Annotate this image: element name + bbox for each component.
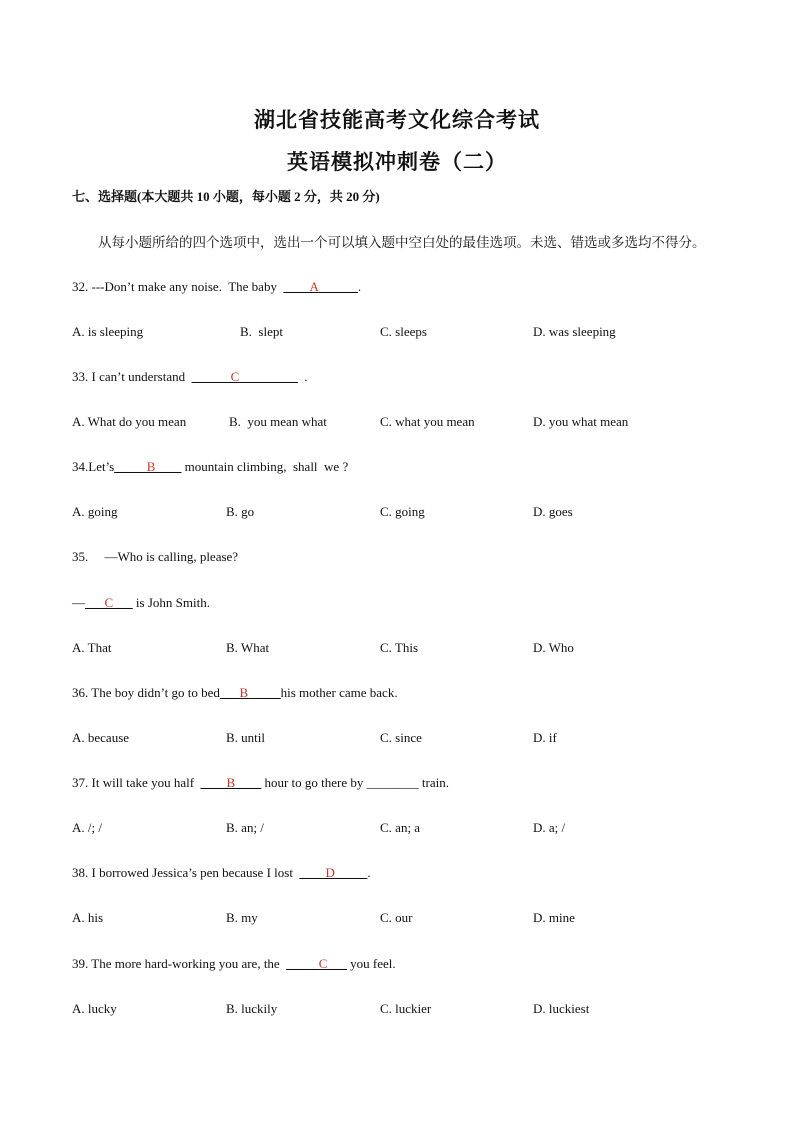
option-c: C. This (380, 640, 419, 655)
option-a: A. his (72, 910, 104, 925)
question-stem: 32. ---Don’t make any noise. The baby (72, 279, 284, 294)
question-stem: 37. It will take you half (72, 775, 201, 790)
option-c: C. going (380, 504, 425, 519)
option-d: D. was sleeping (533, 324, 616, 339)
question-stem: 36. The boy didn’t go to bed (72, 685, 220, 700)
exam-subtitle: 英语模拟冲刺卷（二） (287, 150, 507, 174)
option-c: C. sleeps (380, 324, 427, 339)
question-35 (72, 548, 238, 566)
option-b: B. you mean what (229, 414, 327, 429)
option-d: D. if (533, 730, 557, 745)
question-35-reply: —___C___ is John Smith. (72, 595, 210, 610)
option-b: B. luckily (226, 1001, 278, 1016)
answer-blank: ___B_____ (219, 685, 281, 700)
question-stem: 39. The more hard-working you are, the (72, 956, 287, 971)
answer-blank: ____D_____ (299, 865, 368, 880)
answer-letter: B (239, 685, 249, 700)
option-d: D. goes (533, 504, 573, 519)
question-33: 33. I can’t understand ______C_________ . (72, 369, 308, 384)
answer-blank: ____A______ (283, 279, 358, 294)
question-34: 34.Let’s_____B____ mountain climbing, shall we ? (72, 459, 349, 474)
option-b: B. until (226, 730, 266, 745)
option-d: D. Who (533, 640, 574, 655)
answer-letter: D (325, 865, 335, 880)
option-c: C. our (380, 910, 413, 925)
question-stem: 38. I borrowed Jessica’s pen because I lost (72, 865, 300, 880)
option-b: B. slept (240, 324, 283, 339)
option-a: A. going (72, 504, 118, 519)
question-stem: 35. —Who is calling, please? (72, 549, 239, 564)
section-heading: 七、选择题(本大题共 10 小题，每小题 2 分，共 20 分) (72, 189, 380, 204)
question-stem: 34.Let’s (72, 459, 115, 474)
answer-letter: C (104, 595, 114, 610)
answer-blank: _____C___ (286, 956, 347, 971)
option-a: A. /; / (72, 820, 102, 835)
section-instructions: 从每小题所给的四个选项中，选出一个可以填入题中空白处的最佳选项。未选、错选或多选均不得分。 (98, 235, 706, 250)
option-d: D. a; / (533, 820, 566, 835)
option-c: C. an; a (380, 820, 421, 835)
answer-letter: C (230, 369, 240, 384)
answer-blank: _____B____ (114, 459, 182, 474)
option-a: A. lucky (72, 1001, 117, 1016)
question-37: 37. It will take you half ____B____ hour to go there by ________ train. (72, 775, 449, 790)
answer-blank: ___C___ (85, 595, 133, 610)
option-a: A. because (72, 730, 130, 745)
question-stem: 33. I can’t understand (72, 369, 192, 384)
option-b: B. go (226, 504, 255, 519)
answer-letter: B (226, 775, 236, 790)
option-d: D. luckiest (533, 1001, 590, 1016)
option-b: B. What (226, 640, 270, 655)
option-a: A. is sleeping (72, 324, 144, 339)
option-a: A. What do you mean (72, 414, 187, 429)
option-b: B. my (226, 910, 258, 925)
option-d: D. mine (533, 910, 575, 925)
answer-letter: A (309, 279, 319, 294)
option-c: C. what you mean (380, 414, 475, 429)
answer-letter: C (318, 956, 328, 971)
option-b: B. an; / (226, 820, 264, 835)
exam-title: 湖北省技能高考文化综合考试 (254, 108, 540, 132)
option-d: D. you what mean (533, 414, 629, 429)
option-a: A. That (72, 640, 112, 655)
answer-blank: ______C_________ (191, 369, 298, 384)
question-38: 38. I borrowed Jessica’s pen because I lost ____D_____. (72, 865, 371, 880)
question-32: 32. ---Don’t make any noise. The baby ____A______. (72, 279, 362, 294)
question-36: 36. The boy didn’t go to bed___B_____his mother came back. (72, 685, 398, 700)
answer-blank: ____B____ (200, 775, 262, 790)
option-c: C. luckier (380, 1001, 432, 1016)
answer-letter: B (146, 459, 156, 474)
option-c: C. since (380, 730, 422, 745)
question-39: 39. The more hard-working you are, the _____C___ you feel. (72, 956, 396, 971)
